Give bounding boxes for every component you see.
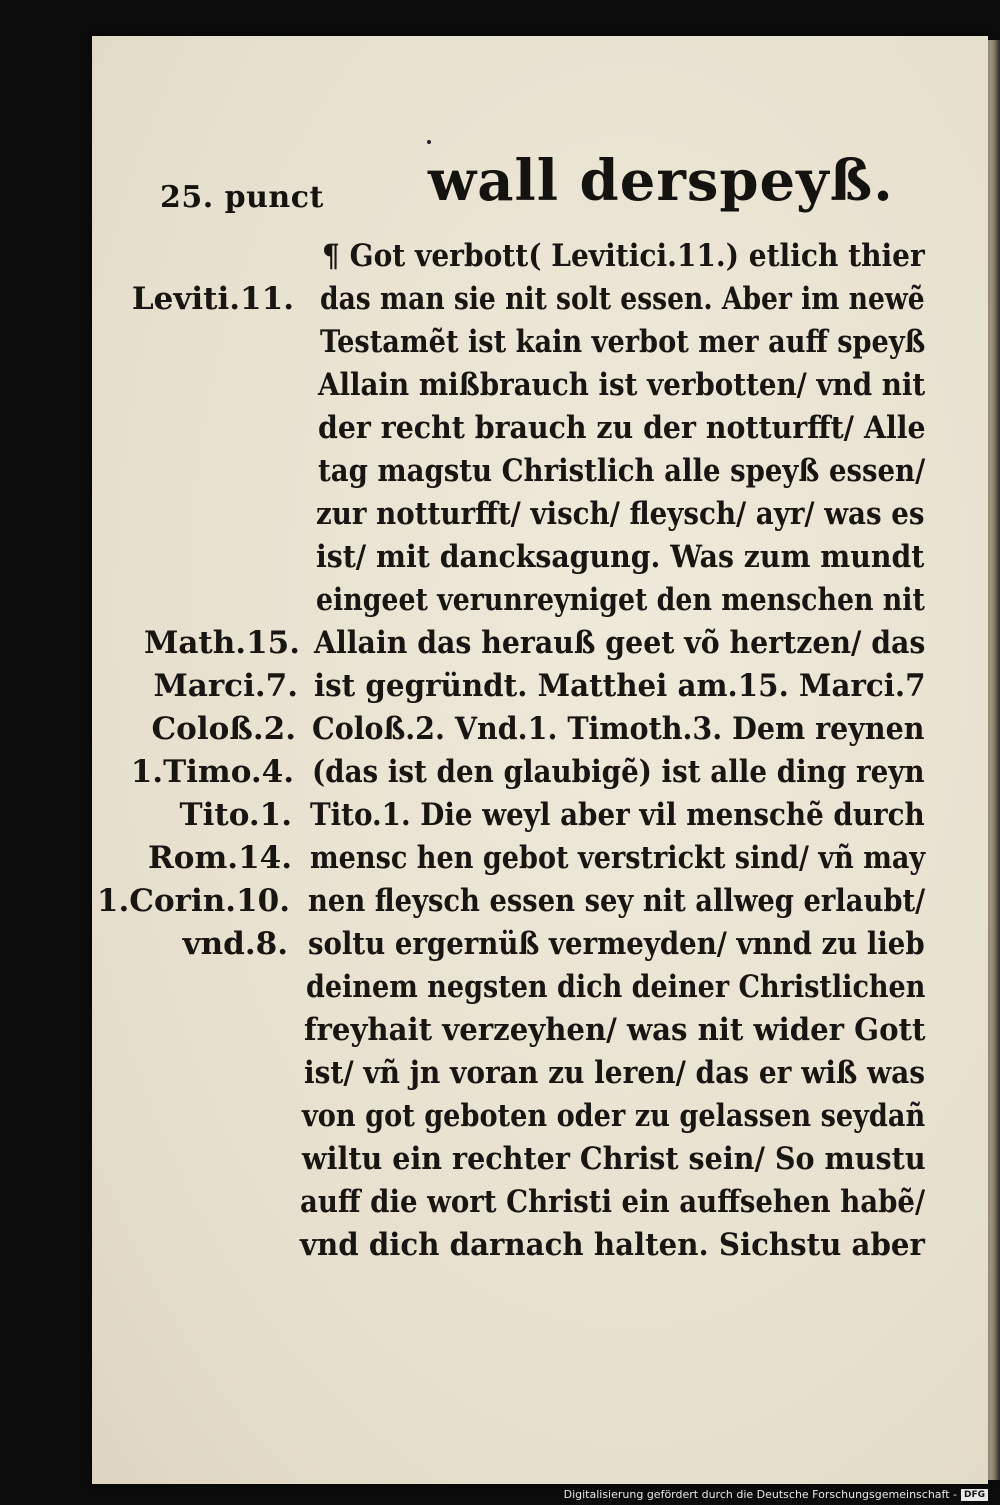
margin-note: Rom.14. <box>148 840 292 876</box>
text-line: ist/ mit dancksagung. Was zum mundt <box>316 539 925 575</box>
text-line: der recht brauch zu der notturfft/ Alle <box>318 410 926 446</box>
text-line: Tito.1. Die weyl aber vil menschẽ durch <box>310 797 925 833</box>
text-line: zur notturfft/ visch/ fleysch/ ayr/ was es <box>316 496 925 532</box>
margin-note: Leviti.11. <box>131 281 294 317</box>
margin-note: vnd.8. <box>182 926 288 962</box>
margin-note: Tito.1. <box>179 797 292 833</box>
text-line: Testamẽt ist kain verbot mer auff speyß <box>320 324 926 360</box>
text-line: eingeet verunreyniget den menschen nit <box>316 582 925 618</box>
text-line: auff die wort Christi ein auffsehen habẽ/ <box>300 1184 926 1220</box>
text-line: mensc hen gebot verstrickt sind/ vñ may <box>310 840 926 876</box>
text-line: vnd dich darnach halten. Sichstu aber <box>300 1227 925 1263</box>
text-line: freyhait verzeyhen/ was nit wider Gott <box>304 1012 926 1048</box>
text-line: ¶ Got verbott( Levitici.11.) etlich thier <box>322 238 925 274</box>
footer-credit <box>564 1488 988 1501</box>
text-line: Allain mißbrauch ist verbotten/ vnd nit <box>318 367 926 403</box>
text-line: deinem negsten dich deiner Christlichen <box>306 969 926 1005</box>
margin-note: 1.Corin.10. <box>96 883 290 919</box>
text-line: Coloß.2. Vnd.1. Timoth.3. Dem reynen <box>312 711 925 747</box>
text-line: soltu ergernüß vermeyden/ vnnd zu lieb <box>308 926 925 962</box>
margin-note: Coloß.2. <box>151 711 296 747</box>
text-line: von got geboten oder zu gelassen seydañ <box>302 1098 926 1134</box>
ink-mark <box>427 140 431 144</box>
section-label: 25. punct <box>160 180 324 215</box>
margin-note: Math.15. <box>144 625 300 661</box>
margin-note: 1.Timo.4. <box>130 754 294 790</box>
page-title: wall derspeyß. <box>428 148 894 214</box>
dfg-logo-icon: DFG <box>961 1489 988 1501</box>
text-line: ist gegründt. Matthei am.15. Marci.7 <box>314 668 926 704</box>
text-line: (das ist den glaubigẽ) ist alle ding reyn <box>312 754 925 790</box>
margin-note: Marci.7. <box>153 668 298 704</box>
text-line: nen fleysch essen sey nit allweg erlaubt/ <box>308 883 926 919</box>
text-line: wiltu ein rechter Christ sein/ So mustu <box>302 1141 926 1177</box>
text-line: ist/ vñ jn voran zu leren/ das er wiß was <box>304 1055 926 1091</box>
text-line: Allain das herauß geet võ hertzen/ das <box>314 625 926 661</box>
next-page-edge <box>988 40 1000 1480</box>
footer-text: Digitalisierung gefördert durch die Deutsche Forschungsgemeinschaft - <box>563 1488 957 1501</box>
text-line: tag magstu Christlich alle speyß essen/ <box>318 453 926 489</box>
text-line: das man sie nit solt essen. Aber im newẽ <box>320 281 925 317</box>
